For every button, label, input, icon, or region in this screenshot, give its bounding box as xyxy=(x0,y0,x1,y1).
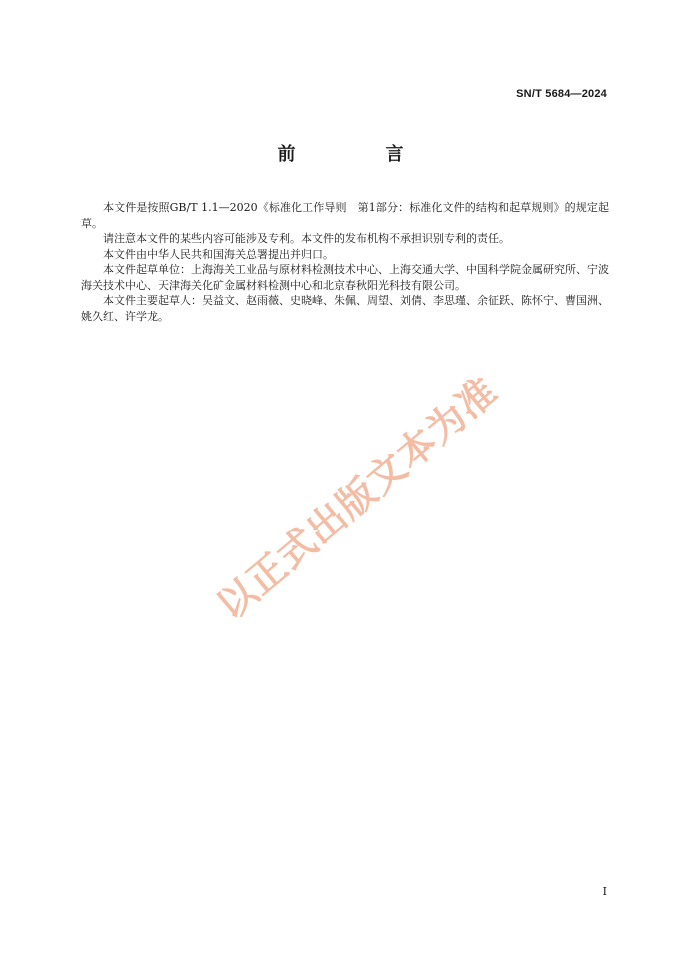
watermark: 以正式出版文本为准 xyxy=(208,368,506,628)
paragraph-main-drafters: 本文件主要起草人：吴益文、赵雨薇、史晓峰、朱佩、周望、刘倩、李思瑾、余征跃、陈怀宁、曹国洲、姚久红、许学龙。 xyxy=(81,294,609,323)
paragraph-drafting-units: 本文件起草单位：上海海关工业品与原材料检测技术中心、上海交通大学、中国科学院金属研究所、宁波海关技术中心、天津海关化矿金属材料检测中心和北京春秋阳光科技有限公司。 xyxy=(81,263,609,292)
paragraph-patent-notice: 请注意本文件的某些内容可能涉及专利。本文件的发布机构不承担识别专利的责任。 xyxy=(103,232,510,245)
foreword-body xyxy=(81,200,609,324)
paragraph-proposer: 本文件由中华人民共和国海关总署提出并归口。 xyxy=(103,247,334,261)
page-number: I xyxy=(602,885,607,898)
page-title: 前 言 xyxy=(277,144,440,165)
paragraph-drafting-rules: 本文件是按照GB/T 1.1—2020《标准化工作导则 第1部分：标准化文件的结构和起草规则》的规定起草。 xyxy=(81,201,609,230)
standard-code: SN/T 5684—2024 xyxy=(516,88,607,100)
